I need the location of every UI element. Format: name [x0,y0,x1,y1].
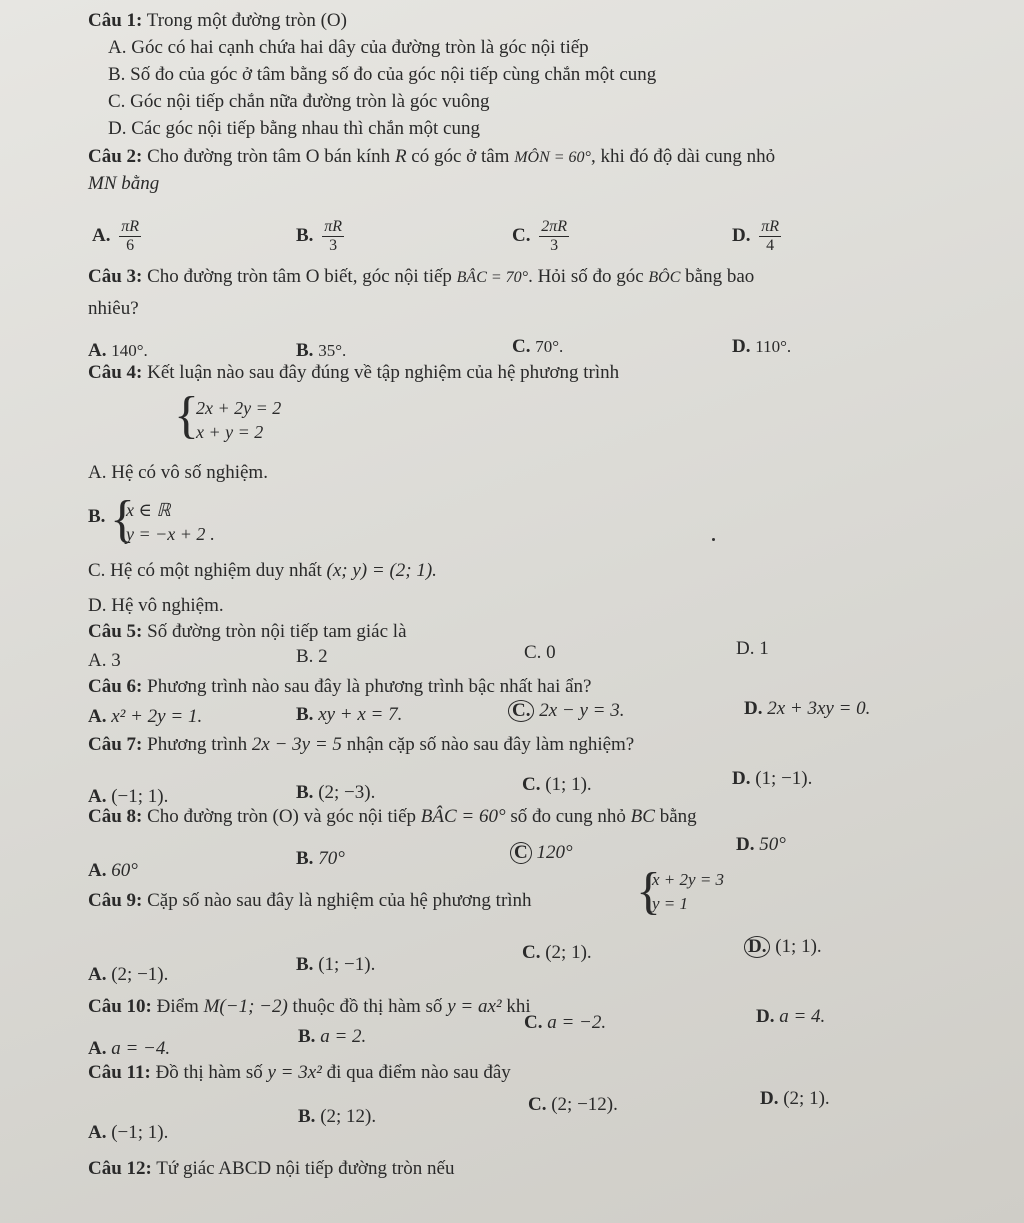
option-11c [528,1094,618,1116]
question-2-line-2: MN bằng [88,173,160,194]
option-5c: C. 0 [524,642,556,663]
equation-system [196,396,281,444]
option-value: a = 4. [779,1006,826,1027]
option-label: D. [732,224,751,246]
numerator: πR [761,218,780,235]
option-value: (1; 1). [545,774,592,795]
equation-system [652,868,724,916]
option-label: B. [296,340,314,361]
option-label: A. [88,964,107,985]
question-8 [88,806,697,828]
option-3b [296,340,346,362]
option-value: 2x + 3xy = 0. [767,698,871,719]
option-value: 120° [536,842,573,863]
option-value: (2; 12). [320,1106,377,1127]
question-text: Kết luận nào sau đây đúng về tập nghiệm của hệ phương trình [147,362,620,383]
option-label-circled: C. [508,700,534,722]
option-1d: D. Các góc nội tiếp bằng nhau thì chắn một cung [108,118,480,139]
question-1 [88,10,347,32]
option-2b [296,218,344,255]
question-label: Câu 5: [88,621,143,642]
question-text-2: thuộc đồ thị hàm số [292,996,443,1017]
option-label: D. [736,834,755,855]
question-label: Câu 1: [88,10,143,31]
option-label: A. [88,1122,107,1143]
option-value: 50° [759,834,786,855]
speck-dot [712,538,715,541]
question-label: Câu 12: [88,1158,152,1179]
option-label: B. [296,782,314,803]
question-text: Cặp số nào sau đây là nghiệm của hệ phương trình [147,890,532,911]
option-value: 60° [111,860,138,881]
option-label: A. [88,860,107,881]
question-text: Tứ giác ABCD nội tiếp đường tròn nếu [156,1158,455,1179]
function: y = ax² [447,996,502,1017]
option-5d: D. 1 [736,638,769,659]
option-label: C. [512,224,531,246]
option-9c [522,942,592,964]
numerator: 2πR [541,218,568,235]
question-5 [88,621,407,643]
option-label: B. [296,224,314,246]
option-2d [732,218,781,255]
option-label: B. [296,954,314,975]
option-label: B. [88,506,106,527]
option-value: a = −4. [111,1038,171,1059]
option-4b-system [126,498,214,546]
option-label: C. [522,774,541,795]
option-3d [732,336,791,358]
option-label: B. [298,1026,316,1047]
question-text: Cho đường tròn tâm O biết, góc nội tiếp [147,266,452,287]
option-label: A. [88,786,107,807]
angle-bac: BÂC = 70° [456,269,529,286]
option-5a: A. 3 [88,650,121,671]
option-value: x² + 2y = 1. [111,706,203,727]
question-text-2: . Hỏi số đo góc [528,266,644,287]
option-value: (1; −1). [755,768,813,789]
option-label: D. [732,768,751,789]
option-value: (−1; 1). [111,1122,169,1143]
system-brace: { [110,491,135,548]
angle-boc: BÔC [648,269,681,286]
point-m: M(−1; −2) [203,996,288,1017]
question-text: Phương trình [147,734,248,755]
question-10 [88,996,531,1018]
question-12 [88,1158,455,1180]
question-3-line-2: nhiêu? [88,298,139,319]
question-text: Phương trình nào sau đây là phương trình bậc nhất hai ẩn? [147,676,592,697]
question-text: Cho đường tròn (O) và góc nội tiếp [147,806,417,827]
option-9d [744,936,822,958]
angle-mon: MÔN = 60° [514,149,591,166]
question-text-2: đi qua điểm nào sau đây [326,1062,511,1083]
option-label-circled: D. [744,936,770,958]
denominator: 3 [550,237,559,254]
question-label: Câu 9: [88,890,143,911]
equation-2-text: y = −x + 2 [126,524,206,544]
question-text-2: nhận cặp số nào sau đây làm nghiệm? [346,734,635,755]
option-value: (−1; 1). [111,786,169,807]
question-text-3: , khi đó độ dài cung nhỏ [590,146,776,167]
option-label: A. [92,224,111,246]
option-value: 35°. [318,341,347,360]
option-1c: C. Góc nội tiếp chắn nữa đường tròn là góc vuông [108,91,490,112]
option-6a [88,706,202,728]
option-11a [88,1122,168,1144]
option-label: B. [296,848,314,869]
question-label: Câu 6: [88,676,143,697]
denominator: 4 [766,237,775,254]
option-label: A. [88,340,107,361]
question-text: Số đường tròn nội tiếp tam giác là [147,621,407,642]
question-text: Cho đường tròn tâm O bán kính [147,146,391,167]
option-8a [88,860,138,882]
option-10a [88,1038,170,1060]
option-7d [732,768,812,790]
denominator: 3 [329,237,338,254]
option-value: 70°. [535,337,564,356]
option-value: 140°. [111,341,148,360]
option-value: 110°. [755,337,792,356]
option-8c [510,842,573,864]
option-value: (2; −12). [551,1094,618,1115]
question-11 [88,1062,511,1084]
option-1b: B. Số đo của góc ở tâm bằng số đo của góc nội tiếp cùng chắn một cung [108,64,657,85]
option-value: 70° [318,848,345,869]
question-label: Câu 7: [88,734,143,755]
system-brace: { [636,863,661,920]
question-label: Câu 3: [88,266,143,287]
numerator: πR [324,218,342,235]
question-9 [88,890,532,912]
function: y = 3x² [267,1062,322,1083]
option-2c [512,218,569,255]
option-10b [298,1026,366,1048]
question-label: Câu 10: [88,996,152,1017]
option-label: A. [88,706,107,727]
question-7 [88,734,634,756]
denominator: 6 [126,237,135,254]
option-label: B. [296,704,314,725]
fraction [759,218,781,255]
option-value: (2; −3). [318,782,376,803]
numerator: πR [121,218,140,235]
equation-1: x ∈ ℝ [126,500,171,520]
fraction [322,218,344,255]
equation: 2x − 3y = 5 [251,734,342,755]
question-label: Câu 8: [88,806,143,827]
question-label: Câu 11: [88,1062,151,1083]
option-4a: A. Hệ có vô số nghiệm. [88,462,268,483]
question-4 [88,362,619,384]
question-text-3: khi [506,996,531,1017]
question-text-3: bằng bao [685,266,755,287]
option-7a [88,786,168,808]
option-value: (2; 1). [545,942,592,963]
option-label-circled: C [510,842,532,864]
equation-tail: . [209,524,215,544]
option-7c [522,774,592,796]
option-4b-label [88,506,105,528]
option-value: (2; −1). [111,964,169,985]
option-8b [296,848,345,870]
option-label: C. [512,336,531,357]
option-text: C. Hệ có một nghiệm duy nhất [88,560,322,581]
option-value: a = 2. [320,1026,367,1047]
arc-bc: BC [630,806,655,827]
option-value: 2x − y = 3. [539,700,625,721]
equation-1: 2x + 2y = 2 [196,398,282,418]
option-label: A. [88,1038,107,1059]
option-9a [88,964,168,986]
option-math: (x; y) = (2; 1). [326,560,437,581]
option-label: D. [756,1006,775,1027]
option-value: (1; 1). [775,936,822,957]
system-brace: { [174,387,199,444]
question-text: Đồ thị hàm số [155,1062,263,1083]
question-text-2: có góc ở tâm [411,146,510,167]
question-2 [88,146,775,168]
equation-2 [126,522,214,546]
option-label: C. [528,1094,547,1115]
option-11d [760,1088,830,1110]
question-label: Câu 2: [88,146,143,167]
option-label: D. [732,336,751,357]
question-label: Câu 4: [88,362,143,383]
option-label: B. [298,1106,316,1127]
option-label: C. [524,1012,543,1033]
question-text-3: bằng [659,806,697,827]
option-value: xy + x = 7. [318,704,403,725]
option-4c [88,560,437,582]
equation-2: y = 1 [652,894,689,913]
option-6d [744,698,870,720]
option-label: C. [522,942,541,963]
question-text-2: số đo cung nhỏ [510,806,626,827]
option-5b: B. 2 [296,646,328,667]
question-text: Điểm [156,996,199,1017]
option-4d: D. Hệ vô nghiệm. [88,595,224,616]
option-value: (2; 1). [783,1088,830,1109]
fraction [539,218,569,255]
option-10c [524,1012,606,1034]
option-value: (1; −1). [318,954,376,975]
angle-bac: BÂC = 60° [420,806,506,827]
question-3 [88,266,754,288]
option-value: a = −2. [547,1012,607,1033]
option-6c [508,700,625,722]
option-2a [92,218,141,255]
equation-1: x + 2y = 3 [652,870,725,889]
option-11b [298,1106,376,1128]
option-8d [736,834,786,856]
option-1a: A. Góc có hai cạnh chứa hai dây của đường tròn là góc nội tiếp [108,37,589,58]
option-9b [296,954,375,976]
option-3c [512,336,563,358]
option-label: D. [744,698,763,719]
question-6 [88,676,591,698]
option-6b [296,704,402,726]
option-label: D. [760,1088,779,1109]
option-7b [296,782,375,804]
equation-2: x + y = 2 [196,422,264,442]
option-10d [756,1006,825,1028]
question-text: Trong một đường tròn (O) [146,10,347,31]
radius-symbol: R [394,146,407,167]
fraction [119,218,141,255]
option-3a [88,340,148,362]
